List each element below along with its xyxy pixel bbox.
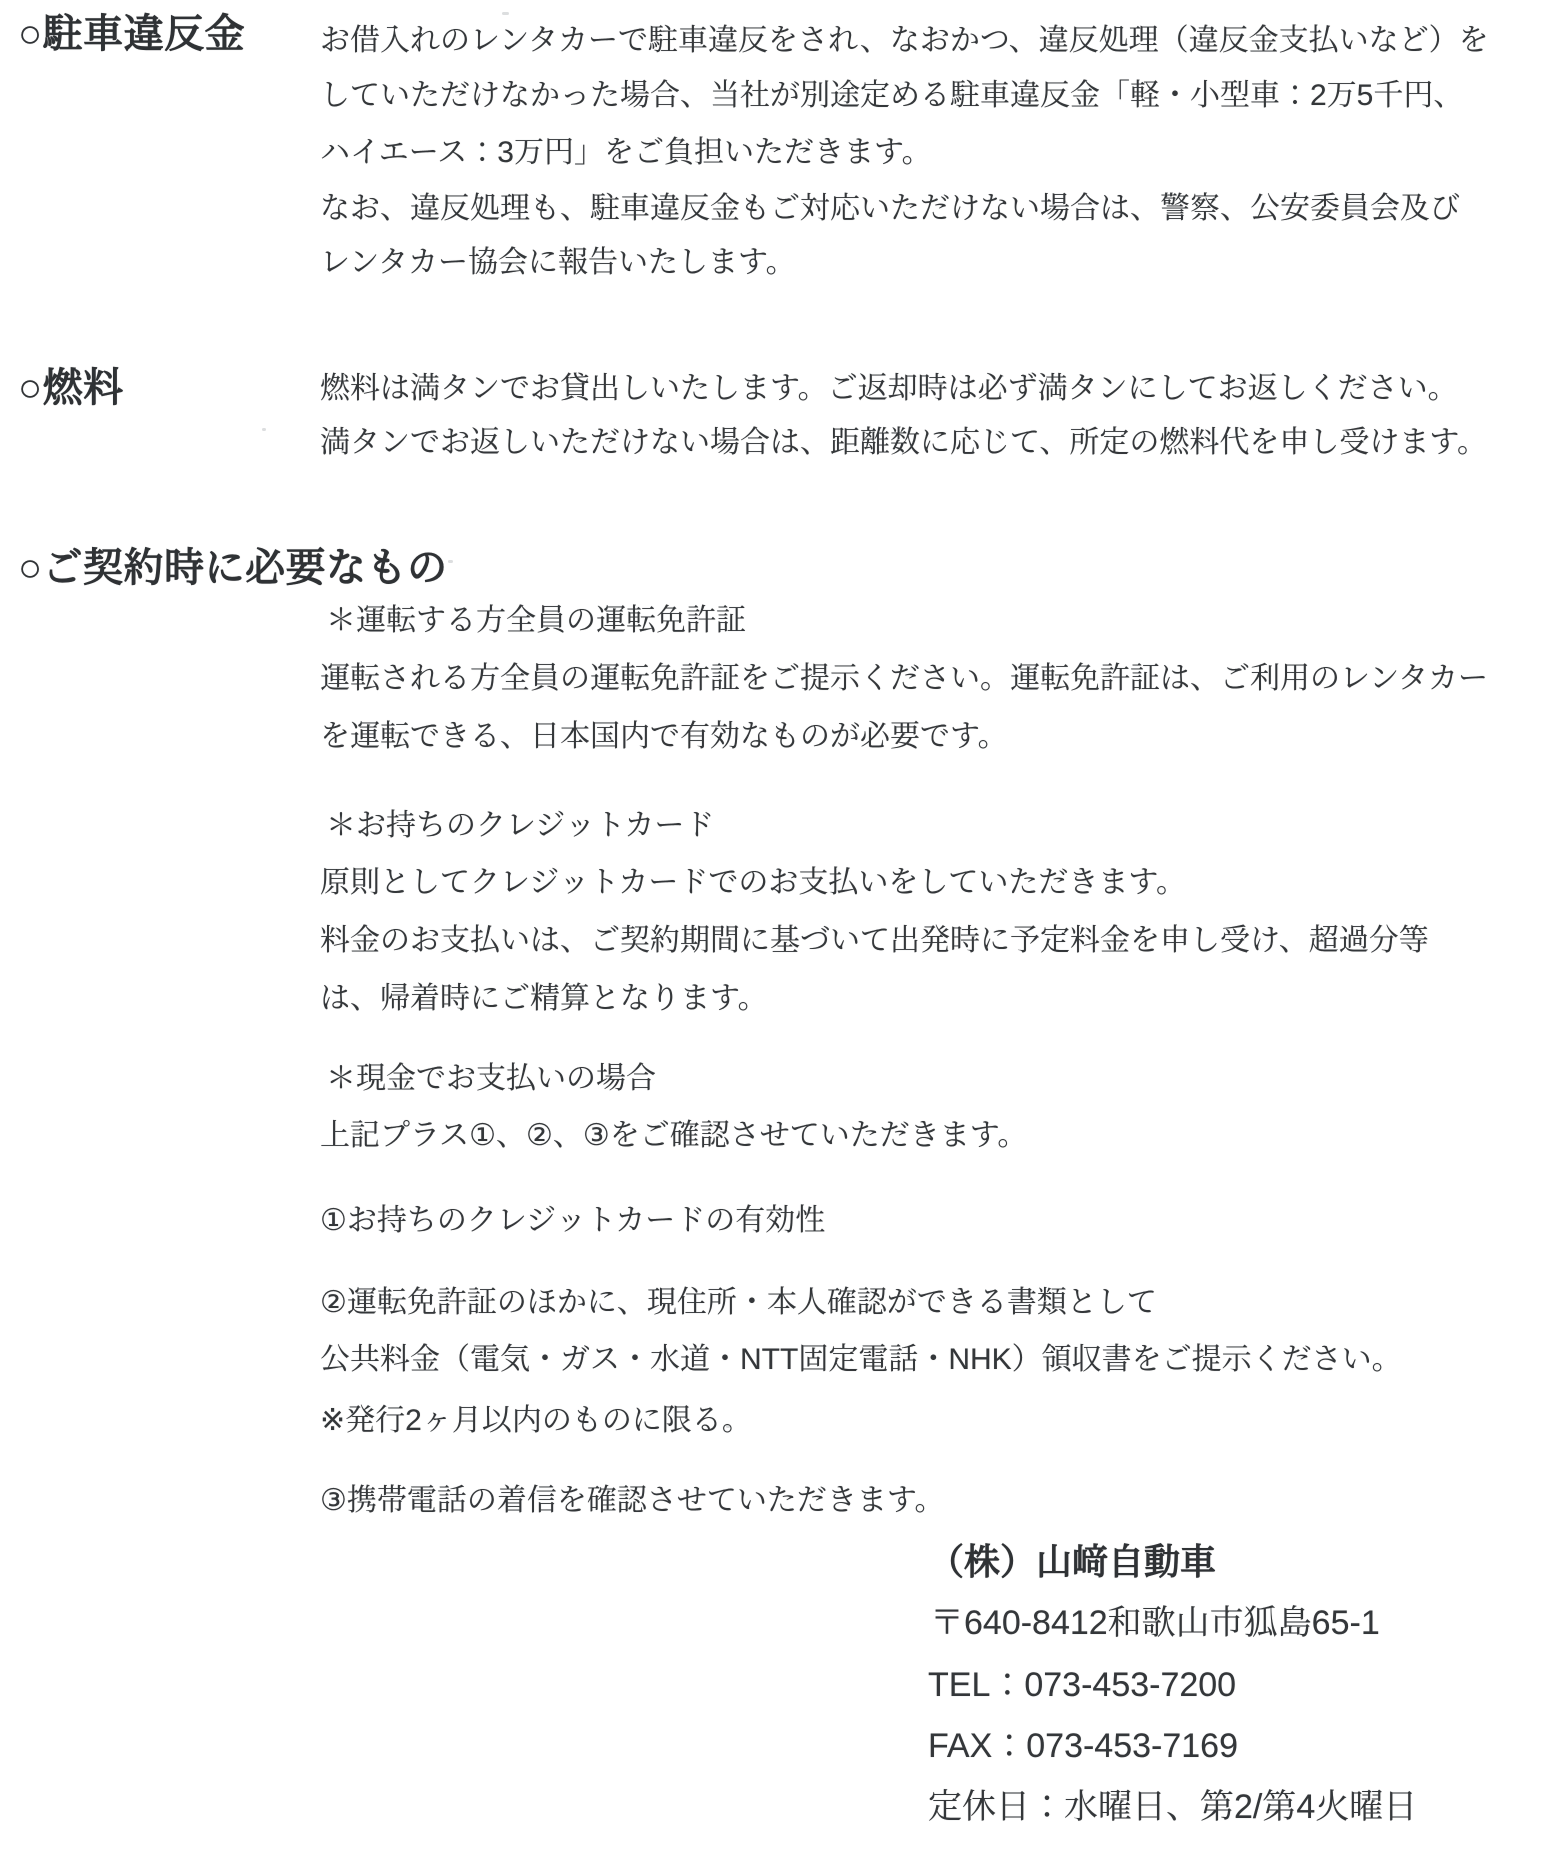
body-line: を運転できる、日本国内で有効なものが必要です。 — [320, 720, 1008, 753]
scan-speck — [262, 428, 266, 431]
scan-speck — [448, 560, 453, 563]
note-line: ※発行2ヶ月以内のものに限る。 — [320, 1404, 752, 1437]
body-line: 上記プラス①、②、③をご確認させていただきます。 — [320, 1119, 1028, 1152]
numbered-item-1: ①お持ちのクレジットカードの有効性 — [320, 1204, 826, 1237]
scan-speck — [502, 12, 509, 15]
company-tel: TEL：073-453-7200 — [928, 1666, 1237, 1704]
body-line: 燃料は満タンでお貸出しいたします。ご返却時は必ず満タンにしてお返しください。 — [320, 372, 1458, 405]
body-line: 運転される方全員の運転免許証をご提示ください。運転免許証は、ご利用のレンタカー — [320, 662, 1489, 695]
company-closed-days: 定休日：水曜日、第2/第4火曜日 — [928, 1788, 1418, 1826]
requirement-item-title: ＊現金でお支払いの場合 — [326, 1062, 656, 1095]
company-fax: FAX：073-453-7169 — [928, 1727, 1238, 1765]
section-heading-fuel: ○燃料 — [18, 366, 124, 410]
section-heading-contract-requirements: ○ご契約時に必要なもの — [18, 546, 448, 590]
company-address: 〒640-8412和歌山市狐島65-1 — [930, 1604, 1380, 1642]
body-line: 料金のお支払いは、ご契約期間に基づいて出発時に予定料金を申し受け、超過分等 — [320, 924, 1429, 957]
body-line: お借入れのレンタカーで駐車違反をされ、なおかつ、違反処理（違反金支払いなど）を — [320, 24, 1489, 57]
requirement-item-title: ＊お持ちのクレジットカード — [326, 809, 715, 842]
body-line: なお、違反処理も、駐車違反金もご対応いただけない場合は、警察、公安委員会及び — [320, 192, 1460, 225]
numbered-item-2: ②運転免許証のほかに、現住所・本人確認ができる書類として — [320, 1286, 1157, 1319]
body-line: ハイエース：3万円」をご負担いただきます。 — [320, 136, 932, 169]
body-line: 満タンでお返しいただけない場合は、距離数に応じて、所定の燃料代を申し受けます。 — [320, 426, 1487, 459]
numbered-item-3: ③携帯電話の着信を確認させていただきます。 — [320, 1484, 945, 1517]
body-line: レンタカー協会に報告いたします。 — [320, 246, 796, 279]
body-line: 公共料金（電気・ガス・水道・NTT固定電話・NHK）領収書をご提示ください。 — [320, 1343, 1402, 1376]
body-line: は、帰着時にご精算となります。 — [320, 982, 768, 1015]
body-line: していただけなかった場合、当社が別途定める駐車違反金「軽・小型車：2万5千円、 — [320, 79, 1464, 112]
section-heading-parking-violation-fee: ○駐車違反金 — [18, 12, 246, 56]
scan-speck — [726, 1425, 730, 1428]
company-name: （株）山﨑自動車 — [928, 1541, 1217, 1582]
requirement-item-title: ＊運転する方全員の運転免許証 — [326, 604, 746, 637]
body-line: 原則としてクレジットカードでのお支払いをしていただきます。 — [320, 866, 1186, 899]
